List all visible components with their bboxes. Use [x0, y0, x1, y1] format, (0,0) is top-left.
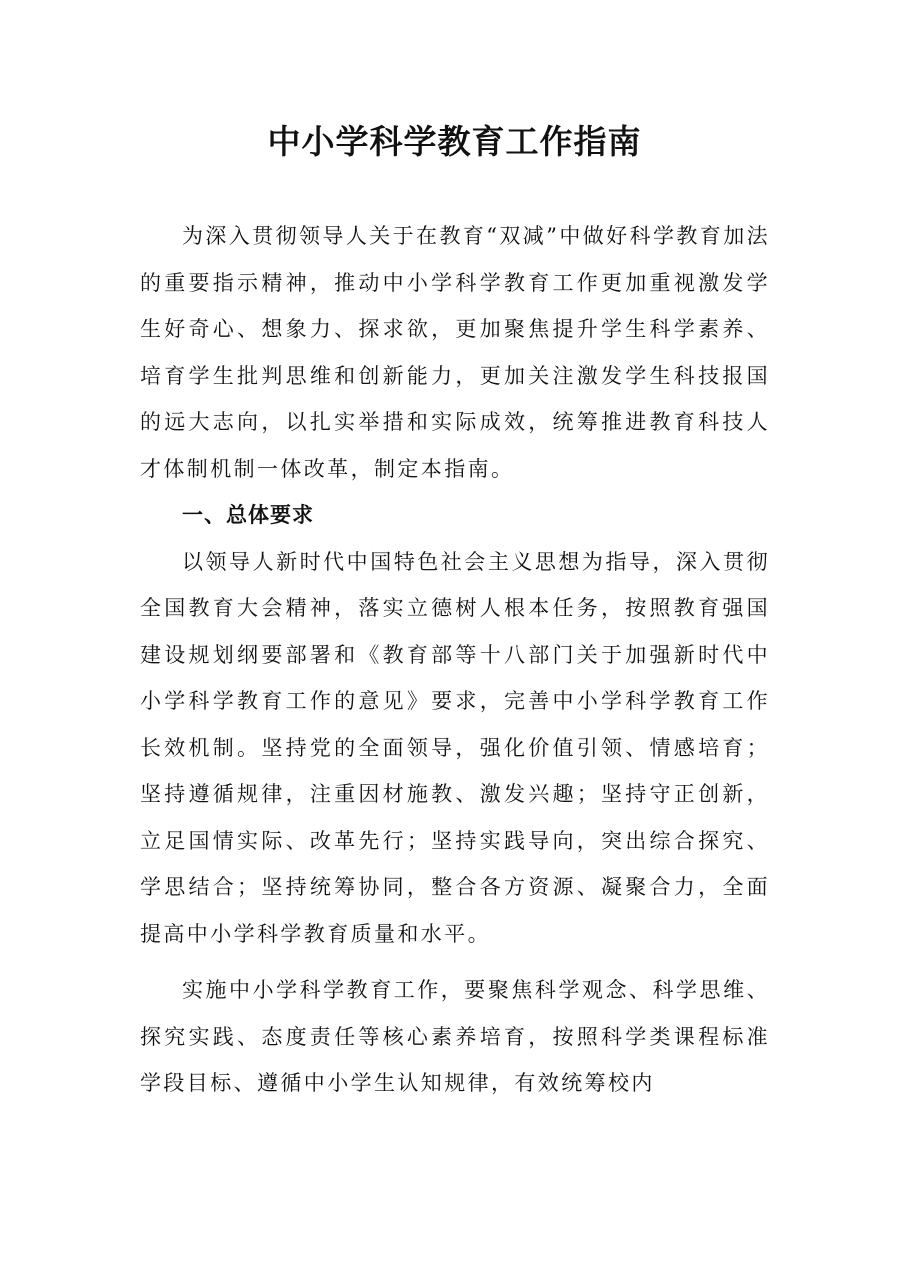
body-paragraph: 实施中小学科学教育工作，要聚焦科学观念、科学思维、探究实践、态度责任等核心素养培育，按照科学类课程标准学段目标、遵循中小学生认知规律，有效统筹校内 — [140, 978, 770, 1095]
intro-paragraph: 为深入贯彻领导人关于在教育“双减”中做好科学教育加法的重要指示精神，推动中小学科学教育工作更加重视激发学生好奇心、想象力、探求欲，更加聚焦提升学生科学素养、培育学生批判思维和创新能力，更加关注激发学生科技报国的远大志向，以扎实举措和实际成效，统筹推进教育科技人才体制机制一体改革，制定本指南。 — [140, 224, 770, 481]
body-paragraph: 以领导人新时代中国特色社会主义思想为指导，深入贯彻全国教育大会精神，落实立德树人根本任务，按照教育强国建设规划纲要部署和《教育部等十八部门关于加强新时代中小学科学教育工作的意见》要求，完善中小学科学教育工作长效机制。坚持党的全面领导，强化价值引领、情感培育；坚持遵循规律，注重因材施教、激发兴趣；坚持守正创新，立足国情实际、改革先行；坚持实践导向，突出综合探究、学思结合；坚持统筹协同，整合各方资源、凝聚合力，全面提高中小学科学教育质量和水平。 — [140, 549, 770, 946]
document-body — [140, 213, 770, 1107]
section-heading: 一、总体要求 — [182, 503, 314, 527]
paragraph-gap — [140, 957, 770, 967]
document-title: 中小学科学教育工作指南 — [267, 122, 642, 161]
